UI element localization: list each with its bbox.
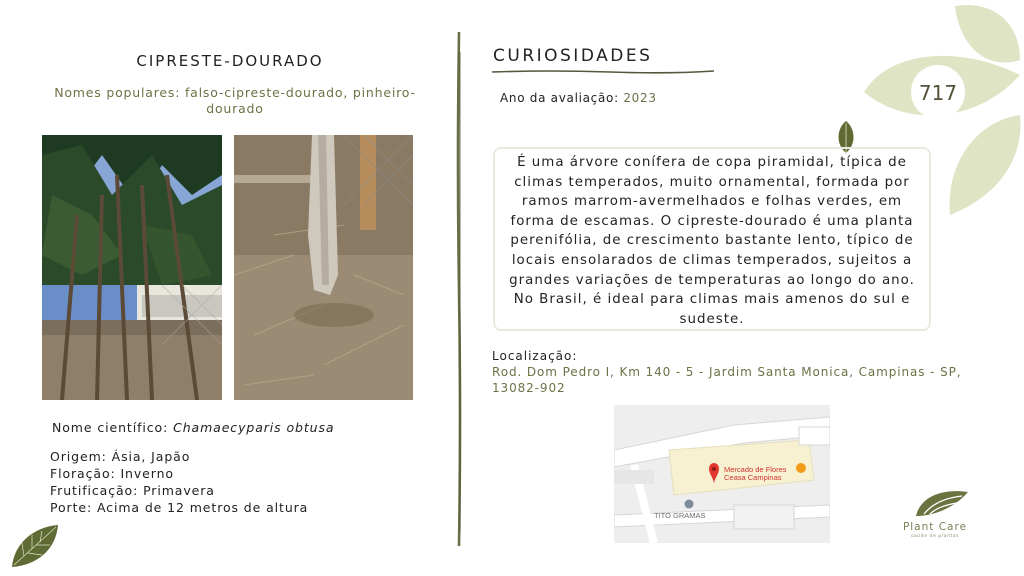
map-place-label: Mercado de Flores Ceasa Campinas	[724, 465, 787, 482]
fact-origin: Origem: Ásia, Japão	[50, 449, 191, 464]
column-divider	[452, 32, 466, 546]
fact-fruiting: Frutificação: Primavera	[50, 483, 215, 498]
brand-tagline: saúde de plantas	[910, 534, 960, 539]
scientific-name-row	[52, 420, 334, 435]
description-box: É uma árvore conífera de copa piramidal, típica de climas temperados, muito ornamental, formada por ramos marrom-avermelhados e folhas verdes, em forma de escamas. O cipreste-dourado é uma planta perenifólia, de crescimento bastante lento, típico de locais ensolarados de climas temperados, sujeitos a grandes variações de temperaturas ao longo do ano. No Brasil, é ideal para climas mais amenos do sul e sudeste.	[493, 147, 931, 331]
decorative-leaves	[860, 0, 1024, 225]
curiosities-title: CURIOSIDADES	[493, 46, 653, 66]
year-label: Ano da avaliação:	[500, 91, 619, 105]
fact-flowering: Floração: Inverno	[50, 466, 174, 481]
fact-size: Porte: Acima de 12 metros de altura	[50, 500, 309, 515]
scientific-name: Chamaecyparis obtusa	[173, 420, 335, 435]
brand-name: Plant Care	[902, 521, 968, 533]
map-place2-label: TITO GRAMAS	[654, 511, 706, 520]
location-address: Rod. Dom Pedro I, Km 140 - 5 - Jardim Santa Monica, Campinas - SP, 13082-902	[492, 365, 962, 395]
scientific-name-label: Nome científico:	[52, 420, 169, 435]
location-map[interactable]	[614, 405, 830, 543]
popular-names: Nomes populares: falso-cipreste-dourado, pinheiro-dourado	[54, 85, 416, 116]
location-label: Localização:	[492, 349, 578, 363]
plant-facts	[50, 448, 308, 516]
plant-care-logo-icon	[914, 486, 970, 520]
evaluation-year	[500, 91, 657, 105]
year-value: 2023	[623, 91, 657, 105]
species-title: CIPRESTE-DOURADO	[136, 52, 324, 70]
trunk-photo	[234, 135, 413, 400]
tree-photo	[42, 135, 222, 400]
leaf-icon	[10, 523, 60, 569]
title-underline	[490, 66, 716, 78]
rating-number: 717	[918, 81, 958, 105]
